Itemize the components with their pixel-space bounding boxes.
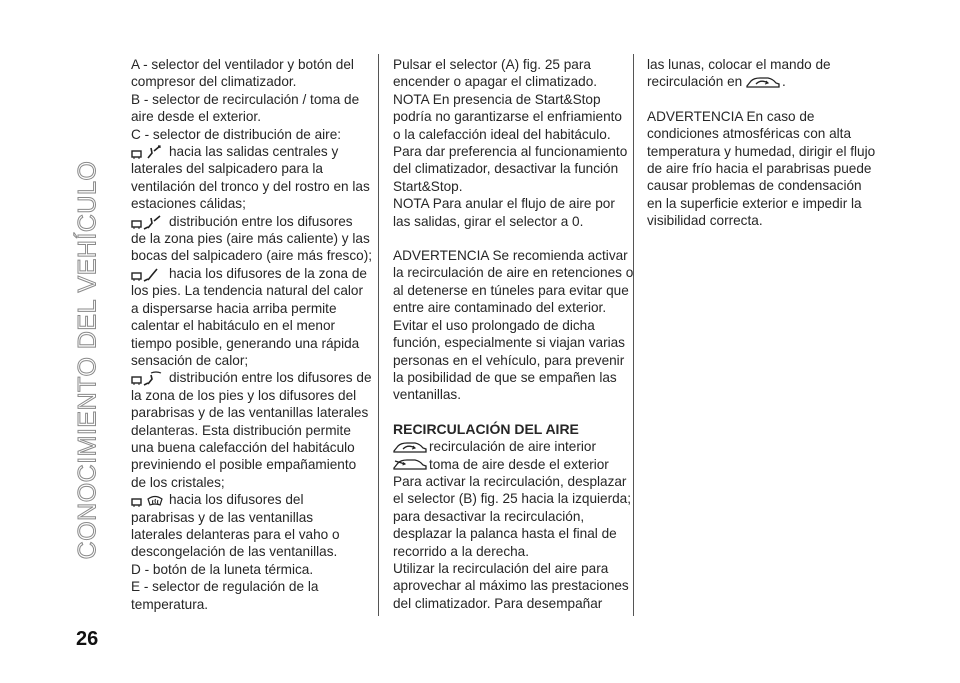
text-line: para desactivar la recirculación, <box>393 508 585 524</box>
text-line: los pies. La tendencia natural del calor <box>131 283 363 299</box>
text-line: Para activar la recirculación, desplazar <box>393 473 627 489</box>
distribution-option-feet: hacia los difusores de la zona de <box>131 265 365 282</box>
text-line: del climatizador, desactivar la función <box>393 161 619 177</box>
distribution-option-feet-windshield: distribución entre los difusores de <box>131 369 365 386</box>
distribution-option-face: hacia las salidas centrales y <box>131 143 365 160</box>
windshield-defrost-icon <box>131 493 167 508</box>
text-line: temperatura y humedad, dirigir el flujo <box>647 143 876 159</box>
column-divider <box>633 54 634 616</box>
text-line: aprovechar al máximo las prestaciones <box>393 578 629 594</box>
note-text: NOTA Para anular el flujo de aire por <box>393 196 615 212</box>
text-line: laterales del salpicadero para la <box>131 161 323 177</box>
text-line: Evitar el uso prolongado de dicha <box>393 317 595 333</box>
text-line: la recirculación de aire en retenciones o <box>393 265 634 281</box>
seat-airflow-feet-icon <box>131 267 167 282</box>
note-text: NOTA En presencia de Start&Stop <box>393 91 601 107</box>
text-line: al detenerse en túneles para evitar que <box>393 282 629 298</box>
text-line: compresor del climatizador. <box>131 74 297 90</box>
text-line: las lunas, colocar el mando de <box>647 57 831 72</box>
text-line: descongelación de las ventanillas. <box>131 544 338 560</box>
text-line: ventanillas. <box>393 387 462 403</box>
text-line: visibilidad correcta. <box>647 213 763 229</box>
text-line: una buena calefacción del habitáculo <box>131 439 355 455</box>
text-line: Para dar preferencia al funcionamiento <box>393 144 628 160</box>
text-line: previniendo el posible empañamiento <box>131 457 357 473</box>
text-line: encender o apagar el climatizado. <box>393 74 598 90</box>
text-line: delanteras. Esta distribución permite <box>131 422 351 438</box>
text-line: las salidas, girar el selector a 0. <box>393 213 584 229</box>
air-recirculation-icon <box>746 75 780 90</box>
text-line: calentar el habitáculo en el menor <box>131 318 336 334</box>
text-line: desplazar la palanca hasta el final de <box>393 526 617 542</box>
text-line: tiempo posible, generando una rápida <box>131 335 360 351</box>
seat-airflow-feet-windshield-icon <box>131 371 167 386</box>
seat-airflow-face-icon <box>131 145 167 160</box>
text-line: o la calefacción ideal del habitáculo. <box>393 126 611 142</box>
text-line: Start&Stop. <box>393 178 463 194</box>
distribution-option-windshield: hacia los difusores del <box>131 491 365 508</box>
text-line: temperatura. <box>131 596 209 612</box>
text-line: laterales delanteras para el vaho o <box>131 526 340 542</box>
distribution-option-face-feet: distribución entre los difusores <box>131 213 365 230</box>
column-divider <box>378 54 379 616</box>
text-line: B - selector de recirculación / toma de <box>131 91 360 107</box>
text-column-1 <box>131 56 373 613</box>
text-line: de la zona pies (aire más caliente) y las <box>131 231 370 247</box>
text-line: Utilizar la recirculación del aire para <box>393 560 609 576</box>
text-line: función, especialmente si viajan varias <box>393 335 625 351</box>
warning-text: ADVERTENCIA En caso de <box>647 108 815 124</box>
page-number: 26 <box>76 628 99 650</box>
text-line: A - selector del ventilador y botón del <box>131 57 354 72</box>
text-line-with-icon: recirculación en . <box>647 74 786 90</box>
text-line: sensación de calor; <box>131 352 249 368</box>
recirculation-inside-item: recirculación de aire interior <box>393 438 627 455</box>
text-line: E - selector de regulación de la <box>131 579 319 595</box>
text-line: de los cristales; <box>131 474 225 490</box>
text-line: entre aire contaminado del exterior. <box>393 300 607 316</box>
text-line: podría no garantizarse el enfriamiento <box>393 109 622 125</box>
air-recirculation-icon <box>393 440 427 455</box>
text-line: parabrisas y de las ventanillas <box>131 509 314 525</box>
text-line: recorrido a la derecha. <box>393 543 530 559</box>
section-heading: RECIRCULACIÓN DEL AIRE <box>393 420 579 437</box>
text-line: C - selector de distribución de aire: <box>131 126 342 142</box>
text-line: personas en el vehículo, para prevenir <box>393 352 625 368</box>
text-column-3 <box>647 56 881 230</box>
text-line: ventilación del tronco y del rostro en las <box>131 178 370 194</box>
text-line: aire desde el exterior. <box>131 109 261 125</box>
text-column-2 <box>393 56 634 612</box>
outside-air-intake-icon <box>393 457 427 472</box>
seat-airflow-face-feet-icon <box>131 215 167 230</box>
text-line: en la superficie exterior e impedir la <box>647 195 862 211</box>
text-line: condiciones atmosféricas con alta <box>647 126 852 142</box>
text-line: la zona de los pies y los difusores del <box>131 387 357 403</box>
text-line: parabrisas y de las ventanillas laterales <box>131 405 369 421</box>
text-line: Pulsar el selector (A) fig. 25 para <box>393 57 591 72</box>
text-line: la posibilidad de que se empañen las <box>393 369 617 385</box>
text-line: D - botón de la luneta térmica. <box>131 561 314 577</box>
text-line: estaciones cálidas; <box>131 196 246 212</box>
text-line: de aire frío hacia el parabrisas puede <box>647 161 872 177</box>
text-line: bocas del salpicadero (aire más fresco); <box>131 248 373 264</box>
outside-air-item: toma de aire desde el exterior <box>393 456 627 473</box>
text-line: a dispersarse hacia arriba permite <box>131 300 337 316</box>
text-line: causar problemas de condensación <box>647 178 862 194</box>
section-side-title: CONOCIMIENTO DEL VEHÍCULO <box>73 160 102 560</box>
warning-text: ADVERTENCIA Se recomienda activar <box>393 248 628 264</box>
text-line: del climatizador. Para desempañar <box>393 595 603 611</box>
text-line: el selector (B) fig. 25 hacia la izquierda; <box>393 491 632 507</box>
